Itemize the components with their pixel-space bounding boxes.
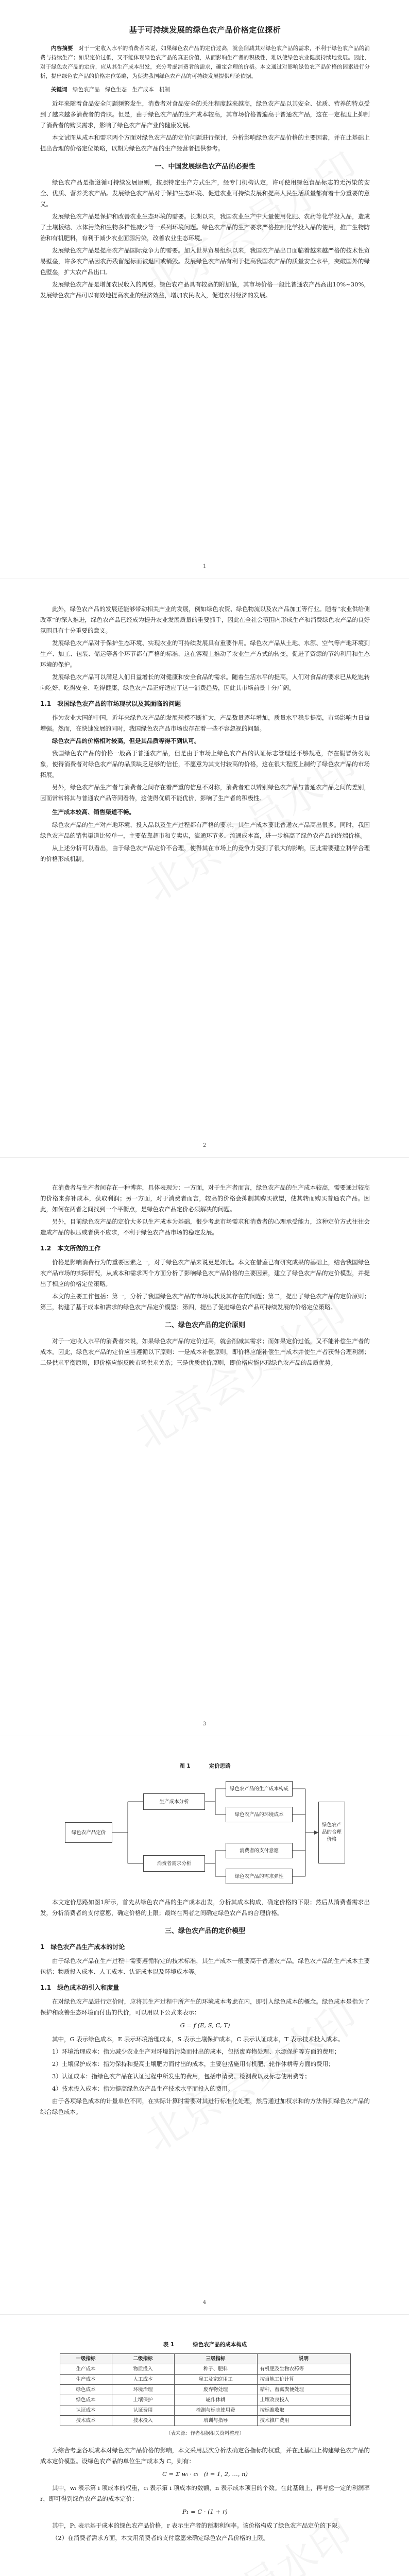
list-item: 2）土壤保护成本：指为保持和提高土壤肥力而付出的成本，主要包括施用有机肥、轮作休耕等方面的费用； [52, 2060, 334, 2067]
page-4-body [40, 1757, 370, 2119]
page-1 [0, 0, 409, 579]
body-paragraph: 其中，wᵢ 表示第 i 项成本的权重，cᵢ 表示第 i 项成本的数额，n 表示成本项目的个数。在此基础上，再考虑一定的利润率 r，即可得到绿色农产品的成本定价： [40, 2484, 370, 2502]
list-item: 1）环境治理成本：指为减少农业生产对环境的污染而付出的成本，包括废弃物处理、水源保护等方面的费用； [52, 2048, 340, 2055]
table-cell: 种子、肥料 [174, 2364, 257, 2375]
body-paragraph: 发展绿色农产品对于保护生态环境、实现农业的可持续发展具有重要作用。绿色农产品从土地、水源、空气等产地环境到生产、加工、包装、储运等各个环节都有严格的标准，这在客观上推动了农业生产方式的转变，促进了资源的节约利用和生态环境的保护。 [40, 639, 370, 668]
flowchart-cost-box: 生产成本分析 [143, 1793, 205, 1810]
body-paragraph: 对于一定收入水平的消费者来说，如果绿色农产品的定价过高，就会削减其需求；而如果定价过低，又不能补偿生产者的成本。因此，绿色农产品的定价应当遵循以下原则：一是成本补偿原则，即价格应能补偿生产成本并使生产者获得合理利润；二是供求平衡原则，即价格应能反映市场供求关系；三是优质优价原则，即价格应能体现绿色农产品的品质优势。 [40, 1337, 370, 1366]
paper-title: 基于可持续发展的绿色农产品价格定位探析 [129, 25, 281, 35]
table-cell: 认证成本 [60, 2405, 112, 2416]
intro-paragraph: 本文试图从成本和需求两个方面对绿色农产品的定价问题进行探讨，分析影响绿色农产品价格的主要因素，并在此基础上提出合理的价格定位策略，以期为绿色农产品的生产经营者提供参考。 [40, 134, 370, 152]
table-header-row [60, 2354, 350, 2364]
list-item: 4）技术投入成本：指为提高绿色农产品生产技术水平而投入的费用。 [52, 2085, 234, 2092]
body-paragraph: 作为农业大国的中国，近年来绿色农产品的发展规模不断扩大，产品数量逐年增加，质量水平稳步提高，市场影响力日益增强。然而，在快速发展的同时，我国绿色农产品市场也存在着一些不容忽视的问题。 [40, 714, 370, 732]
figure-number: 图 1 [179, 1763, 191, 1769]
pricing-flowchart [61, 1775, 349, 1891]
abstract-text: 对于一定收入水平的消费者来说，如果绿色农产品的定价过高，就会削减其对绿色农产品的需求，不利于绿色农产品的消费与持续生产；如果定价过低，又不能体现绿色农产品的真正价值，从而影响生产者的积极性，难以使绿色农业健康持续地发展。因此，对于绿色农产品的定价，应从其生产成本出发，充分考虑消费者的需求，确定合理的价格。本文通过对影响绿色农产品价格的因素进行分析，提出绿色农产品的价格定位策略，为促进我国绿色农产品的可持续发展提供理论依据。 [40, 45, 370, 79]
table-cell: 技术成本 [60, 2416, 112, 2426]
table-header: 一级指标 [60, 2354, 112, 2364]
body-paragraph: 发展绿色农产品是提高农产品国际竞争力的需要。加入世界贸易组织以来，我国农产品出口面临着越来越严格的技术性贸易壁垒，许多农产品因农药残留超标而被退回或销毁。发展绿色农产品有利于提高我国农产品的质量安全水平，突破国外的绿色壁垒，扩大农产品出口。 [40, 247, 370, 276]
section-heading: 一、中国发展绿色农产品的必要性 [155, 163, 255, 171]
page-4 [0, 1736, 409, 2315]
flowchart-result-box: 绿色农产品的合理价格 [318, 1802, 345, 1863]
page-3-body [40, 1182, 370, 1370]
table-cell: 生产成本 [60, 2375, 112, 2385]
page-3 [0, 1157, 409, 1736]
flowchart-item-box: 消费者的支付意愿 [226, 1843, 293, 1858]
flowchart-item-box: 绿色农产品的生产成本构成 [226, 1781, 293, 1797]
body-paragraph: 绿色农产品的生产对产地环境、投入品以及生产过程都有严格的要求，其生产成本要比普通农产品高出很多。同时，我国绿色农产品的销售渠道比较单一，主要依靠超市和专卖店，流通环节多、流通成本高，进一步推高了绿色农产品的终端价格。 [40, 821, 370, 839]
table-cell: 雇工及家庭用工 [174, 2375, 257, 2385]
figure-title: 定价思路 [209, 1763, 231, 1769]
page-number: 4 [202, 2300, 207, 2306]
table-cell: 轮作休耕 [174, 2395, 257, 2405]
table-cell: 绿色成本 [60, 2385, 112, 2395]
table-number: 表 1 [163, 2342, 175, 2348]
page-number: 3 [202, 1721, 207, 1727]
body-paragraph: 此外，绿色农产品的发展还能够带动相关产业的发展，例如绿色农资、绿色物流以及农产品加工等行业。随着“农业供给侧改革”的深入推进，绿色农产品已经成为提升农业发展质量的重要抓手，因此在全社会范围内形成生产和消费绿色农产品的良好氛围具有十分重要的意义。 [40, 605, 370, 634]
table-note: （表来源：作者根据相关资料整理） [165, 2431, 244, 2436]
table-cell: 检测与标志使用费 [174, 2405, 257, 2416]
formula: P₁ = C · (1 + r) [182, 2508, 228, 2515]
table-cell: 有机肥及生物农药等 [257, 2364, 350, 2375]
flowchart-demand-box: 消费者需求分析 [143, 1855, 205, 1872]
body-paragraph: 本文定价思路如图1所示，首先从绿色农产品的生产成本出发，分析其成本构成，确定价格的下限；然后从消费者需求出发，分析消费者的支付意愿，确定价格的上限；最终在两者之间确定绿色农产品的合理价格。 [40, 1899, 370, 1917]
table-cell: 技术推广费用 [257, 2416, 350, 2426]
abstract [40, 44, 370, 81]
body-paragraph: 价格是影响消费行为的重要因素之一，对于绿色农产品来说更是如此。本文在借鉴已有研究成果的基础上，结合我国绿色农产品市场的实际情况，从成本和需求两个方面分析了影响绿色农产品价格的主要因素，建立了绿色农产品的定价模型，并提出了相应的价格定位策略。 [40, 1259, 370, 1287]
table-header: 说明 [257, 2354, 350, 2364]
body-paragraph: 另外，绿色农产品生产者与消费者之间存在着严重的信息不对称，消费者难以辨别绿色农产品与普通农产品之间的差别，因而常常将其与普通农产品等同看待，这使得优质不能优价，影响了生产者的积极性。 [40, 784, 370, 802]
table-cell: 物质投入 [112, 2364, 174, 2375]
table-cell: 认证费用 [112, 2405, 174, 2416]
table-cell: 秸秆、畜禽粪便处理 [257, 2385, 350, 2395]
page-number: 1 [202, 564, 207, 569]
table-cell: 环境治理 [112, 2385, 174, 2395]
section-heading: 三、绿色农产品的定价模型 [164, 1927, 245, 1935]
subsection-heading: 1.1 我国绿色农产品的市场现状以及其面临的问题 [40, 700, 181, 707]
body-paragraph: 发展绿色农产品可以满足人们日益增长的对健康和安全食品的需求。随着生活水平的提高，人们对食品的要求已从吃饱转向吃好、吃得安全、吃得健康，绿色农产品正好适应了这一消费趋势，因此其市场前景十分广阔。 [40, 673, 370, 691]
table-row [60, 2416, 350, 2426]
table-cell: 培训与指导 [174, 2416, 257, 2426]
table-row [60, 2375, 350, 2385]
flowchart-root-box: 绿色农产品定价 [65, 1822, 112, 1843]
body-paragraph: 绿色农产品是指遵循可持续发展原则，按照特定生产方式生产，经专门机构认定，许可使用绿色食品标志的无污染的安全、优质、营养类农产品。发展绿色农产品对于保护生态环境、促进农业可持续发展和提高人民生活质量都有着十分重要的意义。 [40, 179, 370, 208]
page-5-body [40, 2335, 370, 2545]
body-paragraph: 发展绿色农产品是增加农民收入的需要。绿色农产品具有较高的附加值，其市场价格一般比普通农产品高出10%~30%，发展绿色农产品可以有效地提高农业的经济效益，增加农民收入，促进农村经济的发展。 [40, 281, 370, 299]
formula: C = Σ wᵢ · cᵢ (i = 1, 2, …, n) [162, 2470, 248, 2478]
list-item: 3）认证成本：指绿色农产品在认证过程中所发生的费用，包括申请费、检测费以及标志使用费等； [52, 2073, 311, 2080]
page-2 [0, 579, 409, 1158]
subsection-heading: 1.1 绿色成本的引入和度量 [40, 1984, 120, 1991]
body-paragraph: 其中，G 表示绿色成本，E 表示环境治理成本，S 表示土壤保护成本，C 表示认证成本，T 表示技术投入成本。 [52, 2036, 344, 2043]
table-row [60, 2405, 350, 2416]
body-paragraph: 在消费者与生产者间存在一种博弈，具体表现为：一方面，对于生产者而言，绿色农产品的生产成本较高，需要通过较高的价格来弥补成本，获取利润；另一方面，对于消费者而言，较高的价格会抑制其购买欲望，使其转而购买普通农产品。因此，如何在两者之间找到一个平衡点，是绿色农产品定价必须解决的问题。 [40, 1184, 370, 1213]
body-paragraph: 其中，P₁ 表示基于成本的绿色农产品价格，r 表示生产者的预期利润率。该价格构成了绿色农产品定价的下限。 [52, 2522, 344, 2529]
body-paragraph: 由于各项绿色成本的计量单位不同，在实际计算时需要对其进行标准化处理，然后通过加权求和的方法得到绿色农产品的综合绿色成本。 [40, 2097, 370, 2115]
abstract-label: 内容摘要 [51, 45, 73, 52]
body-paragraph: 另外，目前绿色农产品的定价大多以生产成本为基础，很少考虑市场需求和消费者的心理承受能力，这种定价方式往往会造成产品的积压或者供不应求，不利于绿色农产品市场的稳定发展。 [40, 1218, 370, 1236]
table-row [60, 2364, 350, 2375]
flowchart-item-box: 绿色农产品的环境成本 [226, 1807, 293, 1822]
table-header: 三级指标 [174, 2354, 257, 2364]
intro-paragraph: 近年来随着食品安全问题频繁发生，消费者对食品安全的关注程度越来越高，绿色农产品以其安全、优质、营养的特点受到了越来越多消费者的青睐。但是，由于绿色农产品的生产成本较高，其市场价格普遍高于普通农产品，这在一定程度上抑制了消费者的购买需求，影响了绿色农产品产业的健康发展。 [40, 100, 370, 129]
flowchart-item-box: 绿色农产品的需求弹性 [226, 1869, 293, 1884]
table-caption [40, 2340, 370, 2350]
page-number: 2 [202, 1143, 207, 1148]
page-1-body [40, 25, 370, 302]
body-paragraph: 从上述分析可以看出，由于绿色农产品定价不合理，使得其在市场上的竞争力受到了很大的影响，因此需要建立科学合理的价格形成机制。 [40, 844, 370, 862]
table-cell: 土壤保护 [112, 2395, 174, 2405]
body-paragraph: 我国绿色农产品的价格一般高于普通农产品，但是由于市场上绿色农产品的认证标志管理还不够规范，存在假冒伪劣现象，使得消费者对绿色农产品的品质缺乏足够的信任，不愿意为其支付较高的价格，这在很大程度上制约了绿色农产品的市场拓展。 [40, 750, 370, 778]
table-cell: 人工成本 [112, 2375, 174, 2385]
table-cell: 生产成本 [60, 2364, 112, 2375]
body-paragraph: 本文的主要工作包括：第一，分析了我国绿色农产品的市场现状及其存在的问题；第二，提出了绿色农产品的定价原则；第三，构建了基于成本和需求的绿色农产品定价模型；第四，提出了促进绿色农产品可持续发展的价格定位策略。 [40, 1293, 370, 1311]
table-title: 绿色农产品的成本构成 [193, 2342, 247, 2348]
table-cell: 废弃物处理 [174, 2385, 257, 2395]
table-row [60, 2385, 350, 2395]
subsection-heading: 1 绿色农产品生产成本的讨论 [40, 1943, 125, 1951]
table-cell: 按当地工价计算 [257, 2375, 350, 2385]
table-cell: 技术投入 [112, 2416, 174, 2426]
section-heading: 二、绿色农产品的定价原则 [164, 1321, 245, 1329]
table-cell: 绿色成本 [60, 2395, 112, 2405]
keywords-text: 绿色农产品 绿色生态 生产成本 机制 [73, 87, 170, 93]
keywords [40, 85, 370, 94]
body-paragraph: 发展绿色农产品是保护和改善农业生态环境的需要。长期以来，我国农业生产中大量使用化肥、农药等化学投入品，造成了土壤板结、水体污染和生物多样性减少等一系列环境问题。绿色农产品的生产要求严格控制化学投入品的使用，推广生物防治和有机肥料，有利于减少农业面源污染，改善农业生态环境。 [40, 213, 370, 242]
cost-table [60, 2353, 351, 2426]
body-paragraph: （2）在消费者需求方面，本文用消费者的支付意愿来确定绿色农产品价格的上限。 [52, 2534, 269, 2541]
table-header: 二级指标 [112, 2354, 174, 2364]
arrow-head [314, 1831, 318, 1835]
body-paragraph: 在对绿色农产品进行定价时，应将其生产过程中所产生的环境成本考虑在内，即引入绿色成本的概念。绿色成本是指为了保护和改善生态环境而付出的代价，可以用以下公式来表示： [40, 1998, 370, 2016]
figure-caption [40, 1761, 370, 1772]
subsection-heading: 1.2 本文所做的工作 [40, 1245, 101, 1252]
formula: G = f (E, S, C, T) [180, 2022, 230, 2029]
table-row [60, 2395, 350, 2405]
page-2-body [40, 604, 370, 866]
page-5 [0, 2314, 409, 2576]
table-cell: 按标准收取 [257, 2405, 350, 2416]
body-paragraph: 为综合考虑各项成本对绿色农产品价格的影响，本文采用层次分析法确定各指标的权重，并在此基础上构建绿色农产品的成本定价模型。设绿色农产品的单位生产成本为 C，则有： [40, 2447, 370, 2465]
keywords-label: 关键词 [51, 87, 67, 93]
table-cell: 土壤改良投入 [257, 2395, 350, 2405]
emphasis-paragraph: 绿色农产品的价格相对较高，但是其品质等得不到认可。 [52, 737, 200, 744]
emphasis-heading: 生产成本较高、销售渠道不畅。 [52, 808, 135, 816]
body-paragraph: 由于绿色农产品在生产过程中需要遵循特定的技术标准，其生产成本一般要高于普通农产品。绿色农产品的生产成本主要包括：物质投入成本、人工成本、认证成本以及环境成本等。 [40, 1957, 370, 1975]
